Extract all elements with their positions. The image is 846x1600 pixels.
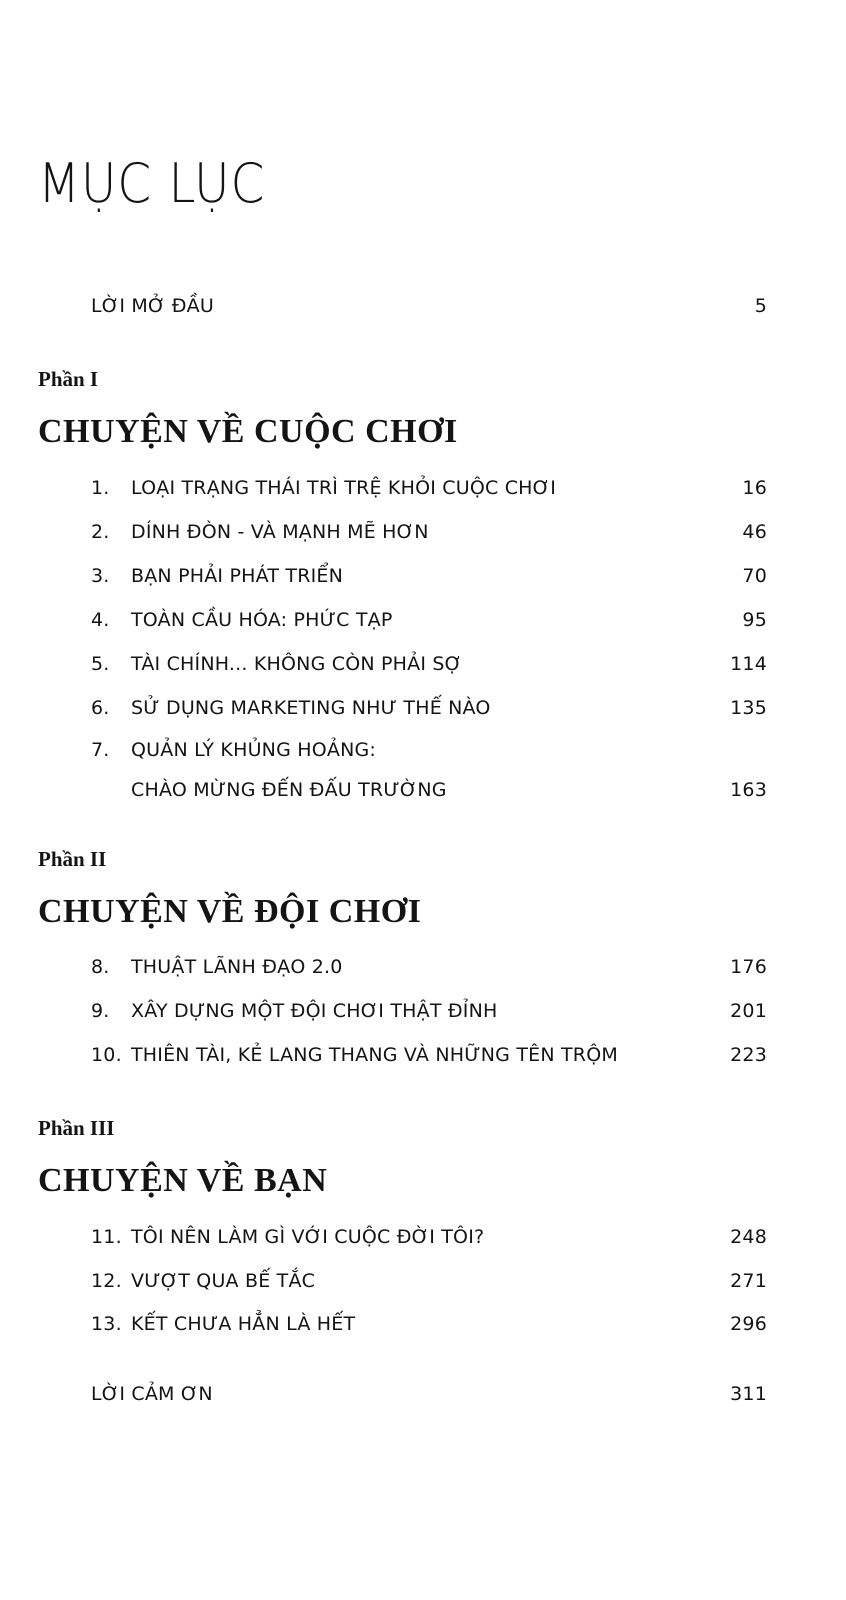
entry-number: 7. [91,739,110,761]
part-title: CHUYỆN VỀ CUỘC CHƠI [38,413,458,450]
toc-entry[interactable] [91,736,767,804]
toc-entry[interactable] [91,474,767,502]
entry-title: LỜI MỞ ĐẦU [91,295,214,317]
part-title: CHUYỆN VỀ BẠN [38,1162,328,1199]
toc-entry[interactable] [91,997,767,1025]
entry-page: 271 [730,1270,767,1292]
entry-page: 70 [742,565,767,587]
entry-title: BẠN PHẢI PHÁT TRIỂN [131,565,344,587]
entry-number: 2. [91,521,110,543]
toc-entry[interactable] [91,562,767,590]
entry-page: 16 [742,477,767,499]
part-label: Phần II [38,847,107,871]
toc-entry-preface[interactable] [91,292,767,320]
entry-number: 11. [91,1226,122,1248]
toc-entry[interactable] [91,1041,767,1069]
entry-page: 5 [754,295,767,317]
entry-page: 46 [742,521,767,543]
toc-entry-acknowledgements[interactable] [91,1380,767,1408]
toc-entry[interactable] [91,1267,767,1295]
entry-page: 135 [730,697,767,719]
entry-number: 4. [91,609,110,631]
entry-number: 3. [91,565,110,587]
entry-page: 95 [742,609,767,631]
entry-title-line2: CHÀO MỪNG ĐẾN ĐẤU TRƯỜNG [131,779,447,801]
entry-title: THIÊN TÀI, KẺ LANG THANG VÀ NHỮNG TÊN TRỘM [131,1044,618,1066]
entry-number: 9. [91,1000,110,1022]
entry-title: QUẢN LÝ KHỦNG HOẢNG: [131,739,377,761]
entry-title: SỬ DỤNG MARKETING NHƯ THẾ NÀO [131,697,491,719]
entry-title: LOẠI TRẠNG THÁI TRÌ TRỆ KHỎI CUỘC CHƠI [131,477,557,499]
entry-number: 8. [91,956,110,978]
page-title: MỤC LỤC [38,152,266,215]
entry-page: 248 [730,1226,767,1248]
toc-entry[interactable] [91,518,767,546]
toc-entry[interactable] [91,650,767,678]
toc-entry[interactable] [91,953,767,981]
entry-number: 5. [91,653,110,675]
toc-entry[interactable] [91,1310,767,1338]
entry-page: 296 [730,1313,767,1335]
entry-number: 12. [91,1270,122,1292]
part-label: Phần I [38,367,99,391]
entry-title: TÔI NÊN LÀM GÌ VỚI CUỘC ĐỜI TÔI? [131,1226,485,1248]
entry-page: 311 [730,1383,767,1405]
entry-number: 6. [91,697,110,719]
toc-entry[interactable] [91,694,767,722]
entry-page: 176 [730,956,767,978]
toc-entry[interactable] [91,606,767,634]
toc-entry[interactable] [91,1223,767,1251]
part-label: Phần III [38,1116,115,1140]
entry-number: 1. [91,477,110,499]
entry-page: 114 [730,653,767,675]
entry-title: TÀI CHÍNH... KHÔNG CÒN PHẢI SỢ [131,653,463,675]
entry-page: 163 [730,779,767,801]
entry-title: TOÀN CẦU HÓA: PHỨC TẠP [131,609,393,631]
part-title: CHUYỆN VỀ ĐỘI CHƠI [38,893,422,930]
entry-title: KẾT CHƯA HẲN LÀ HẾT [131,1313,356,1335]
entry-number: 10. [91,1044,122,1066]
entry-title: THUẬT LÃNH ĐẠO 2.0 [131,956,343,978]
entry-title: DÍNH ĐÒN - VÀ MẠNH MẼ HƠN [131,521,429,543]
entry-title: XÂY DỰNG MỘT ĐỘI CHƠI THẬT ĐỈNH [131,1000,498,1022]
entry-page: 201 [730,1000,767,1022]
entry-title: LỜI CẢM ƠN [91,1383,213,1405]
entry-title: VƯỢT QUA BẾ TẮC [131,1270,316,1292]
entry-page: 223 [730,1044,767,1066]
entry-number: 13. [91,1313,122,1335]
